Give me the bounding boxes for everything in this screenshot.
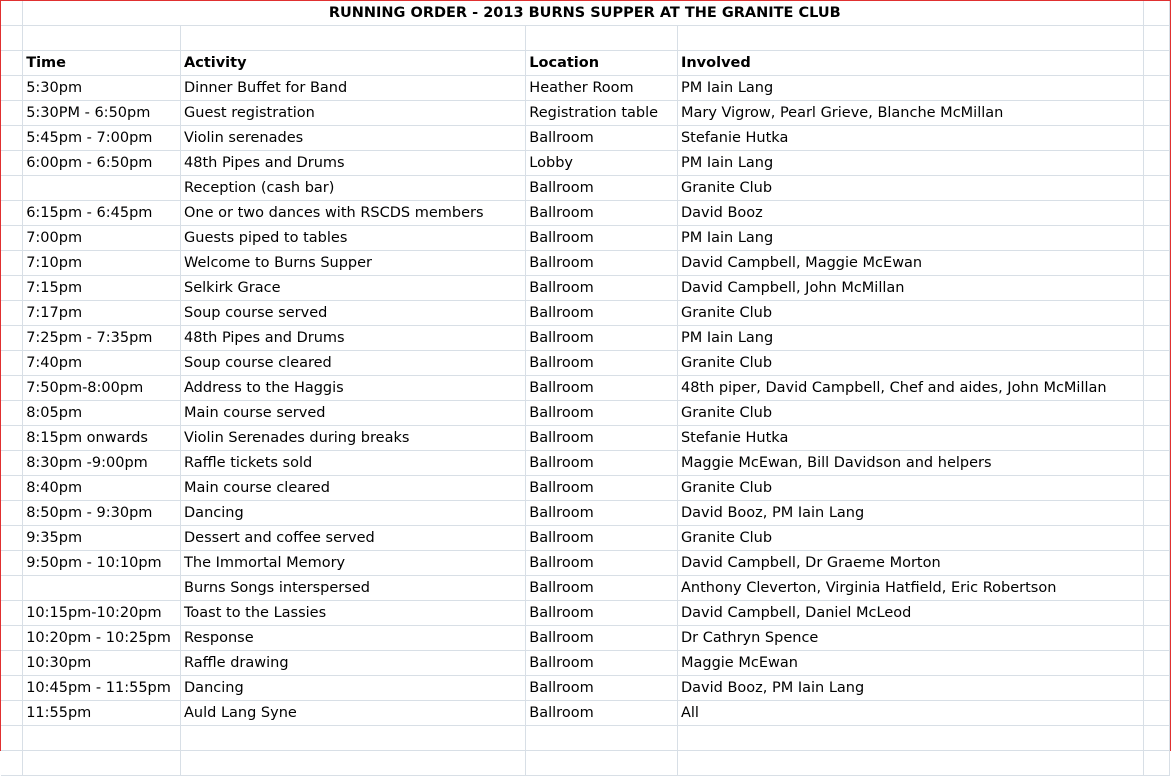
table-row — [1, 676, 1170, 701]
cell[interactable] — [1144, 701, 1170, 726]
time-cell[interactable] — [23, 176, 181, 201]
table-row — [1, 76, 1170, 101]
cell[interactable] — [1, 651, 23, 676]
location-cell[interactable]: Ballroom — [526, 626, 678, 651]
location-cell[interactable]: Ballroom — [526, 126, 678, 151]
cell[interactable] — [1, 601, 23, 626]
location-cell[interactable]: Ballroom — [526, 701, 678, 726]
time-cell[interactable] — [23, 576, 181, 601]
table-row — [1, 226, 1170, 251]
table-row — [1, 326, 1170, 351]
time-cell[interactable]: 8:50pm - 9:30pm — [23, 501, 181, 526]
activity-cell[interactable]: One or two dances with RSCDS members — [181, 201, 526, 226]
time-cell[interactable]: 10:30pm — [23, 651, 181, 676]
activity-cell[interactable]: Dessert and coffee served — [181, 526, 526, 551]
location-cell[interactable]: Ballroom — [526, 676, 678, 701]
cell[interactable] — [1144, 376, 1170, 401]
location-cell[interactable]: Registration table — [526, 101, 678, 126]
activity-cell[interactable]: Burns Songs interspersed — [181, 576, 526, 601]
cell[interactable] — [1, 201, 23, 226]
involved-cell[interactable]: David Booz — [677, 201, 1143, 226]
cell[interactable] — [1144, 101, 1170, 126]
cell[interactable] — [1144, 26, 1170, 51]
activity-cell[interactable]: Raffle drawing — [181, 651, 526, 676]
cell[interactable] — [23, 751, 181, 776]
cell[interactable] — [1144, 451, 1170, 476]
location-cell[interactable]: Ballroom — [526, 301, 678, 326]
activity-cell[interactable]: Guest registration — [181, 101, 526, 126]
table-row — [1, 651, 1170, 676]
cell[interactable] — [1144, 726, 1170, 751]
cell[interactable] — [526, 726, 678, 751]
table-row — [1, 126, 1170, 151]
cell[interactable] — [1144, 626, 1170, 651]
activity-cell[interactable]: Raffle tickets sold — [181, 451, 526, 476]
involved-cell[interactable]: Anthony Cleverton, Virginia Hatfield, Eric Robertson — [677, 576, 1143, 601]
cell[interactable] — [1144, 226, 1170, 251]
cell[interactable] — [1, 401, 23, 426]
cell[interactable] — [1144, 426, 1170, 451]
cell[interactable] — [1144, 351, 1170, 376]
table-row — [1, 276, 1170, 301]
title-row — [1, 1, 1170, 26]
table-row — [1, 401, 1170, 426]
cell[interactable] — [1, 176, 23, 201]
activity-cell[interactable]: Dancing — [181, 676, 526, 701]
cell[interactable] — [1144, 751, 1170, 776]
location-cell[interactable]: Ballroom — [526, 351, 678, 376]
location-cell[interactable]: Ballroom — [526, 226, 678, 251]
cell[interactable] — [1, 426, 23, 451]
activity-cell[interactable]: Response — [181, 626, 526, 651]
location-cell[interactable]: Ballroom — [526, 451, 678, 476]
activity-cell[interactable]: Welcome to Burns Supper — [181, 251, 526, 276]
cell[interactable] — [1, 326, 23, 351]
cell[interactable] — [1, 551, 23, 576]
cell[interactable] — [1, 701, 23, 726]
cell[interactable] — [1, 301, 23, 326]
table-row — [1, 501, 1170, 526]
cell[interactable] — [526, 26, 678, 51]
time-cell[interactable]: 11:55pm — [23, 701, 181, 726]
involved-cell[interactable]: Granite Club — [677, 351, 1143, 376]
cell[interactable] — [1, 376, 23, 401]
cell[interactable] — [1144, 176, 1170, 201]
time-cell[interactable]: 6:15pm - 6:45pm — [23, 201, 181, 226]
involved-cell[interactable]: Stefanie Hutka — [677, 126, 1143, 151]
activity-cell[interactable]: Address to the Haggis — [181, 376, 526, 401]
cell[interactable] — [1, 351, 23, 376]
activity-cell[interactable]: Violin Serenades during breaks — [181, 426, 526, 451]
cell[interactable] — [1, 576, 23, 601]
table-row — [1, 451, 1170, 476]
location-cell[interactable]: Ballroom — [526, 426, 678, 451]
time-cell[interactable]: 7:17pm — [23, 301, 181, 326]
activity-cell[interactable]: 48th Pipes and Drums — [181, 326, 526, 351]
cell[interactable] — [181, 751, 526, 776]
activity-cell[interactable]: Soup course served — [181, 301, 526, 326]
activity-cell[interactable]: Dancing — [181, 501, 526, 526]
cell[interactable] — [677, 26, 1143, 51]
location-cell[interactable]: Ballroom — [526, 201, 678, 226]
table-row — [1, 551, 1170, 576]
cell[interactable] — [1, 126, 23, 151]
time-cell[interactable]: 8:40pm — [23, 476, 181, 501]
table-row — [1, 251, 1170, 276]
location-cell[interactable]: Ballroom — [526, 651, 678, 676]
cell[interactable] — [23, 26, 181, 51]
cell[interactable] — [1, 751, 23, 776]
table-row — [1, 476, 1170, 501]
table-row — [1, 376, 1170, 401]
time-cell[interactable]: 10:45pm - 11:55pm — [23, 676, 181, 701]
activity-cell[interactable]: The Immortal Memory — [181, 551, 526, 576]
involved-cell[interactable]: PM Iain Lang — [677, 76, 1143, 101]
cell[interactable] — [1144, 126, 1170, 151]
header-location[interactable]: Location — [526, 51, 678, 76]
time-cell[interactable]: 7:15pm — [23, 276, 181, 301]
header-activity[interactable]: Activity — [181, 51, 526, 76]
time-cell[interactable]: 8:05pm — [23, 401, 181, 426]
blank-row — [1, 751, 1170, 776]
time-cell[interactable]: 9:35pm — [23, 526, 181, 551]
cell[interactable] — [1, 226, 23, 251]
cell[interactable] — [181, 726, 526, 751]
cell[interactable] — [1144, 301, 1170, 326]
involved-cell[interactable]: PM Iain Lang — [677, 151, 1143, 176]
activity-cell[interactable]: Reception (cash bar) — [181, 176, 526, 201]
involved-cell[interactable]: Maggie McEwan — [677, 651, 1143, 676]
header-involved[interactable]: Involved — [677, 51, 1143, 76]
involved-cell[interactable]: David Campbell, Maggie McEwan — [677, 251, 1143, 276]
activity-cell[interactable]: Soup course cleared — [181, 351, 526, 376]
involved-cell[interactable]: All — [677, 701, 1143, 726]
header-row — [1, 51, 1170, 76]
activity-cell[interactable]: Auld Lang Syne — [181, 701, 526, 726]
cell[interactable] — [1144, 401, 1170, 426]
table-row — [1, 626, 1170, 651]
time-cell[interactable]: 5:45pm - 7:00pm — [23, 126, 181, 151]
table-row — [1, 201, 1170, 226]
involved-cell[interactable]: Dr Cathryn Spence — [677, 626, 1143, 651]
cell[interactable] — [1144, 501, 1170, 526]
cell[interactable] — [1144, 526, 1170, 551]
location-cell[interactable]: Ballroom — [526, 401, 678, 426]
involved-cell[interactable]: Stefanie Hutka — [677, 426, 1143, 451]
location-cell[interactable]: Ballroom — [526, 476, 678, 501]
involved-cell[interactable]: Granite Club — [677, 301, 1143, 326]
cell[interactable] — [1, 1, 23, 26]
cell[interactable] — [1144, 151, 1170, 176]
involved-cell[interactable]: Maggie McEwan, Bill Davidson and helpers — [677, 451, 1143, 476]
cell[interactable] — [1, 526, 23, 551]
time-cell[interactable]: 8:15pm onwards — [23, 426, 181, 451]
cell[interactable] — [1144, 276, 1170, 301]
cell[interactable] — [1, 726, 23, 751]
cell[interactable] — [1, 676, 23, 701]
table-row — [1, 101, 1170, 126]
cell[interactable] — [1, 101, 23, 126]
cell[interactable] — [1, 476, 23, 501]
cell[interactable] — [1, 276, 23, 301]
location-cell[interactable]: Ballroom — [526, 251, 678, 276]
time-cell[interactable]: 10:15pm-10:20pm — [23, 601, 181, 626]
time-cell[interactable]: 7:40pm — [23, 351, 181, 376]
table-row — [1, 601, 1170, 626]
activity-cell[interactable]: Guests piped to tables — [181, 226, 526, 251]
table-row — [1, 701, 1170, 726]
cell[interactable] — [1144, 1, 1170, 26]
involved-cell[interactable]: David Campbell, Dr Graeme Morton — [677, 551, 1143, 576]
cell[interactable] — [1, 76, 23, 101]
location-cell[interactable]: Ballroom — [526, 526, 678, 551]
involved-cell[interactable]: David Campbell, Daniel McLeod — [677, 601, 1143, 626]
running-order-grid — [1, 1, 1170, 776]
time-cell[interactable]: 5:30pm — [23, 76, 181, 101]
cell[interactable] — [677, 751, 1143, 776]
activity-cell[interactable]: Toast to the Lassies — [181, 601, 526, 626]
involved-cell[interactable]: Granite Club — [677, 526, 1143, 551]
cell[interactable] — [1, 51, 23, 76]
time-cell[interactable]: 7:25pm - 7:35pm — [23, 326, 181, 351]
table-row — [1, 576, 1170, 601]
cell[interactable] — [1144, 476, 1170, 501]
cell[interactable] — [1, 626, 23, 651]
involved-cell[interactable]: PM Iain Lang — [677, 226, 1143, 251]
sheet-title[interactable]: RUNNING ORDER - 2013 BURNS SUPPER AT THE GRANITE CLUB — [23, 1, 1144, 26]
table-row — [1, 151, 1170, 176]
cell[interactable] — [1144, 551, 1170, 576]
cell[interactable] — [1144, 251, 1170, 276]
table-row — [1, 426, 1170, 451]
cell[interactable] — [1, 251, 23, 276]
location-cell[interactable]: Ballroom — [526, 551, 678, 576]
cell[interactable] — [1144, 76, 1170, 101]
cell[interactable] — [1144, 676, 1170, 701]
table-row — [1, 526, 1170, 551]
involved-cell[interactable]: Mary Vigrow, Pearl Grieve, Blanche McMillan — [677, 101, 1143, 126]
cell[interactable] — [181, 26, 526, 51]
time-cell[interactable]: 9:50pm - 10:10pm — [23, 551, 181, 576]
blank-row — [1, 726, 1170, 751]
activity-cell[interactable]: 48th Pipes and Drums — [181, 151, 526, 176]
cell[interactable] — [1144, 651, 1170, 676]
cell[interactable] — [1, 26, 23, 51]
time-cell[interactable]: 7:00pm — [23, 226, 181, 251]
involved-cell[interactable]: Granite Club — [677, 476, 1143, 501]
cell[interactable] — [1144, 326, 1170, 351]
cell[interactable] — [23, 726, 181, 751]
involved-cell[interactable]: David Booz, PM Iain Lang — [677, 501, 1143, 526]
table-row — [1, 351, 1170, 376]
location-cell[interactable]: Ballroom — [526, 276, 678, 301]
cell[interactable] — [1144, 576, 1170, 601]
cell[interactable] — [1144, 601, 1170, 626]
activity-cell[interactable]: Main course served — [181, 401, 526, 426]
cell[interactable] — [1144, 201, 1170, 226]
location-cell[interactable]: Ballroom — [526, 601, 678, 626]
location-cell[interactable]: Ballroom — [526, 326, 678, 351]
table-row — [1, 301, 1170, 326]
location-cell[interactable]: Ballroom — [526, 176, 678, 201]
blank-row — [1, 26, 1170, 51]
location-cell[interactable]: Ballroom — [526, 501, 678, 526]
location-cell[interactable]: Ballroom — [526, 376, 678, 401]
cell[interactable] — [677, 726, 1143, 751]
time-cell[interactable]: 8:30pm -9:00pm — [23, 451, 181, 476]
cell[interactable] — [1144, 51, 1170, 76]
activity-cell[interactable]: Selkirk Grace — [181, 276, 526, 301]
time-cell[interactable]: 7:50pm-8:00pm — [23, 376, 181, 401]
cell[interactable] — [1, 451, 23, 476]
involved-cell[interactable]: 48th piper, David Campbell, Chef and aides, John McMillan — [677, 376, 1143, 401]
location-cell[interactable]: Ballroom — [526, 576, 678, 601]
time-cell[interactable]: 10:20pm - 10:25pm — [23, 626, 181, 651]
cell[interactable] — [526, 751, 678, 776]
location-cell[interactable]: Heather Room — [526, 76, 678, 101]
header-time[interactable]: Time — [23, 51, 181, 76]
time-cell[interactable]: 6:00pm - 6:50pm — [23, 151, 181, 176]
involved-cell[interactable]: Granite Club — [677, 401, 1143, 426]
location-cell[interactable]: Lobby — [526, 151, 678, 176]
cell[interactable] — [1, 151, 23, 176]
activity-cell[interactable]: Dinner Buffet for Band — [181, 76, 526, 101]
involved-cell[interactable]: PM Iain Lang — [677, 326, 1143, 351]
time-cell[interactable]: 7:10pm — [23, 251, 181, 276]
involved-cell[interactable]: David Booz, PM Iain Lang — [677, 676, 1143, 701]
table-row — [1, 176, 1170, 201]
involved-cell[interactable]: David Campbell, John McMillan — [677, 276, 1143, 301]
time-cell[interactable]: 5:30PM - 6:50pm — [23, 101, 181, 126]
activity-cell[interactable]: Violin serenades — [181, 126, 526, 151]
cell[interactable] — [1, 501, 23, 526]
activity-cell[interactable]: Main course cleared — [181, 476, 526, 501]
involved-cell[interactable]: Granite Club — [677, 176, 1143, 201]
